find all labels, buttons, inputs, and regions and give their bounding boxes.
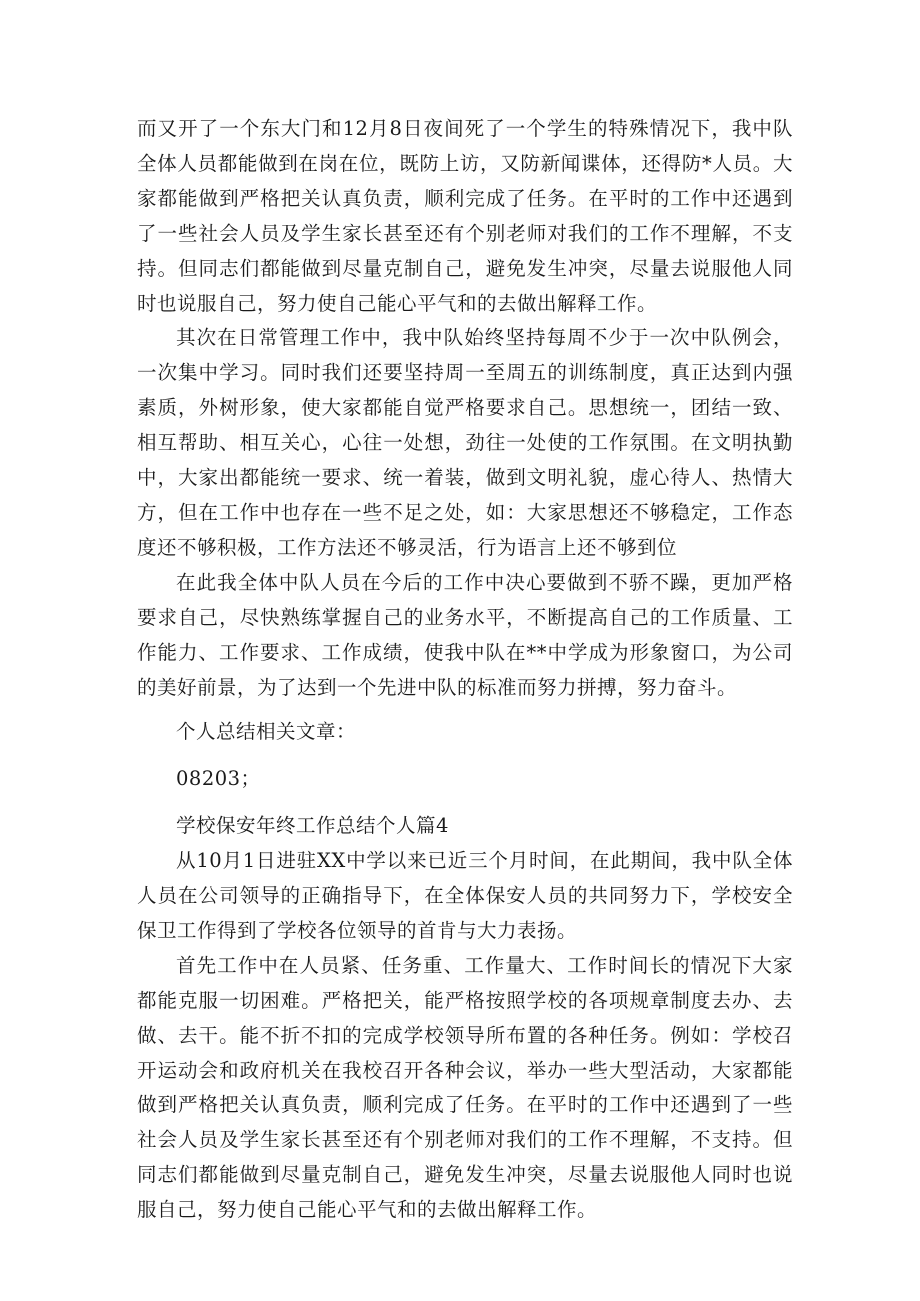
paragraph-continuation: 而又开了一个东大门和12月8日夜间死了一个学生的特殊情况下，我中队全体人员都能做到在岗在位，既防上访，又防新闻谍体，还得防*人员。大家都能做到严格把关认真负责，顺利完成了任务。在平时的工作中还遇到了一些社会人员及学生家长甚至还有个别老师对我们的工作不理解，不支持。但同志们都能做到尽量克制自己，避免发生冲突，尽量去说服他人同时也说服自己，努力使自己能心平气和的去做出解释工作。 [137, 117, 793, 315]
article-code: 08203； [176, 767, 261, 791]
paragraph-daily-management: 其次在日常管理工作中，我中队始终坚持每周不少于一次中队例会，一次集中学习。同时我们还要坚持周一至周五的训练制度，真正达到内强素质，外树形象，使大家都能自觉严格要求自己。思想统一，团结一致、相互帮助、相互关心，心往一处想，劲往一处使的工作氛围。在文明执勤中，大家出都能统一要求、统一着装，做到文明礼貌，虚心待人、热情大方，但在工作中也存在一些不足之处，如：大家思想还不够稳定，工作态度还不够积极，工作方法还不够灵活，行为语言上还不够到位 [137, 326, 793, 559]
paragraph-first-work: 首先工作中在人员紧、任务重、工作量大、工作时间长的情况下大家都能克服一切困难。严格把关，能严格按照学校的各项规章制度去办、去做、去干。能不折不扣的完成学校领导所布置的各种任务。例如：学校召开运动会和政府机关在我校召开各种会议，举办一些大型活动，大家都能做到严格把关认真负责，顺利完成了任务。在平时的工作中还遇到了一些社会人员及学生家长甚至还有个别老师对我们的工作不理解，不支持。但同志们都能做到尽量克制自己，避免发生冲突，尽量去说服他人同时也说服自己，努力使自己能心平气和的去做出解释工作。 [137, 953, 793, 1222]
paragraph-intro: 从10月1日进驻XX中学以来已近三个月时间，在此期间，我中队全体人员在公司领导的正确指导下，在全体保安人员的共同努力下，学校安全保卫工作得到了学校各位领导的首肯与大力表扬。 [137, 849, 793, 942]
related-articles-label: 个人总结相关文章： [176, 720, 357, 744]
paragraph-future-resolve: 在此我全体中队人员在今后的工作中决心要做到不骄不躁，更加严格要求自己，尽快熟练掌握自己的业务水平，不断提高自己的工作质量、工作能力、工作要求、工作成绩，使我中队在**中学成为形象窗口，为公司的美好前景，为了达到一个先进中队的标准而努力拼搏，努力奋斗。 [137, 570, 793, 699]
document-body [137, 112, 793, 1228]
section-heading: 学校保安年终工作总结个人篇4 [176, 814, 449, 838]
